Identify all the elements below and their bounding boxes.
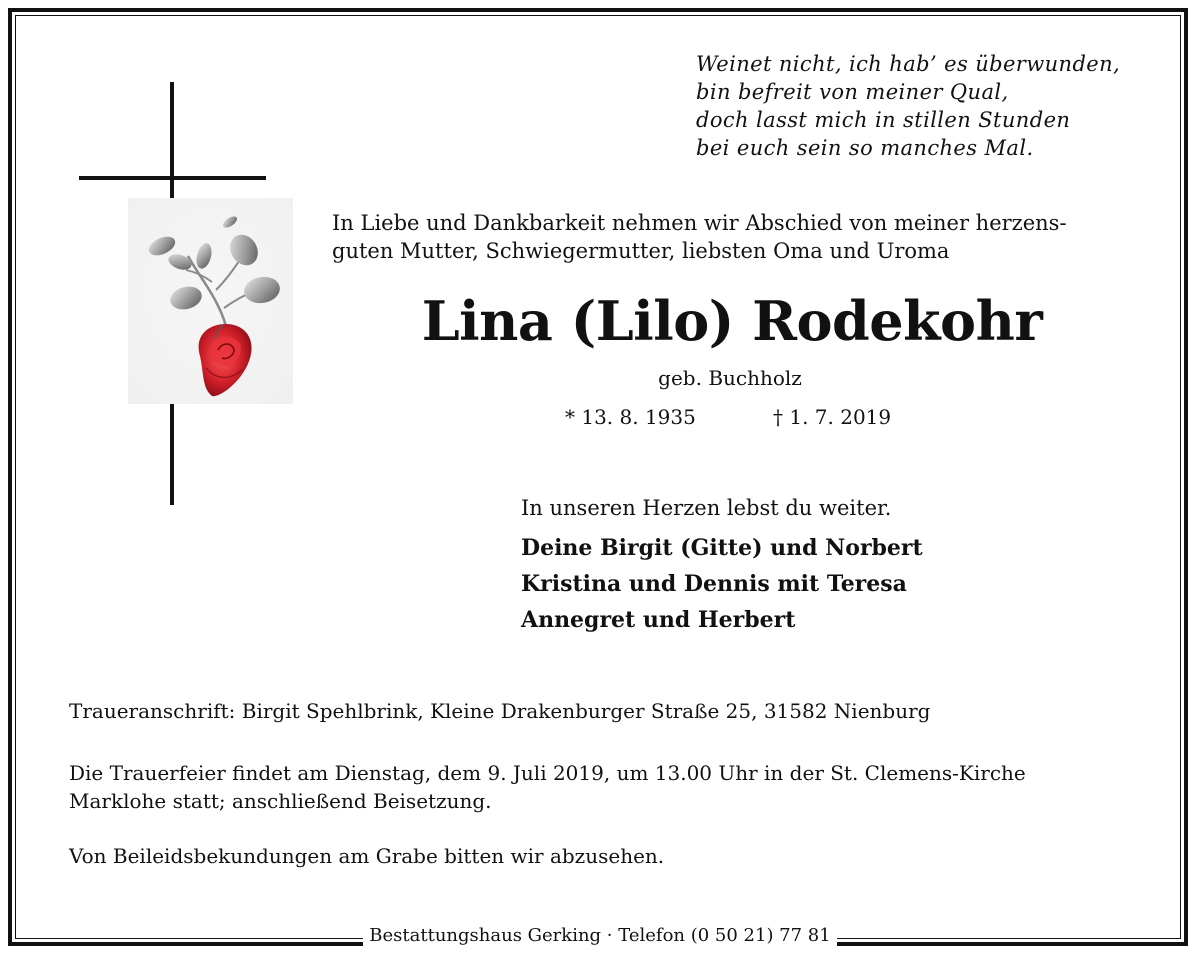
poem-line: Weinet nicht, ich hab’ es überwunden,: [696, 52, 1121, 76]
mourner-name: Deine Birgit (Gitte) und Norbert: [521, 535, 923, 561]
intro-text: [332, 209, 1152, 265]
ceremony-line: Marklohe statt; anschließend Beisetzung.: [69, 789, 492, 813]
rose-illustration: [128, 198, 293, 404]
poem-line: doch lasst mich in stillen Stunden: [696, 108, 1071, 132]
condolence-note: Von Beileidsbekundungen am Grabe bitten wir abzusehen.: [69, 844, 665, 868]
mourners-list: [521, 530, 923, 638]
death-date: † 1. 7. 2019: [773, 405, 892, 429]
poem-line: bin befreit von meiner Qual,: [696, 80, 1009, 104]
mourner-name: Kristina und Dennis mit Teresa: [521, 571, 907, 597]
mourner-name: Annegret und Herbert: [521, 607, 796, 633]
intro-line: In Liebe und Dankbarkeit nehmen wir Abschied von meiner herzens-: [332, 211, 1067, 235]
ceremony-info: [69, 759, 1026, 815]
cross-icon-bar: [79, 176, 266, 180]
funeral-home-contact: Bestattungshaus Gerking · Telefon (0 50 21) 77 81: [363, 923, 836, 949]
intro-line: guten Mutter, Schwiegermutter, liebsten Oma und Uroma: [332, 239, 950, 263]
deceased-name: Lina (Lilo) Rodekohr: [421, 289, 1043, 353]
poem-line: bei euch sein so manches Mal.: [696, 136, 1034, 160]
poem: [696, 50, 1166, 162]
rose-icon: [128, 198, 293, 404]
mourning-address: Traueranschrift: Birgit Spehlbrink, Kleine Drakenburger Straße 25, 31582 Nienburg: [69, 699, 931, 723]
birth-date: * 13. 8. 1935: [565, 405, 696, 429]
born-name: geb. Buchholz: [658, 366, 802, 390]
ceremony-line: Die Trauerfeier findet am Dienstag, dem 9. Juli 2019, um 13.00 Uhr in der St. Clemens-Kirche: [69, 761, 1026, 785]
mourners-intro: In unseren Herzen lebst du weiter.: [521, 496, 892, 520]
